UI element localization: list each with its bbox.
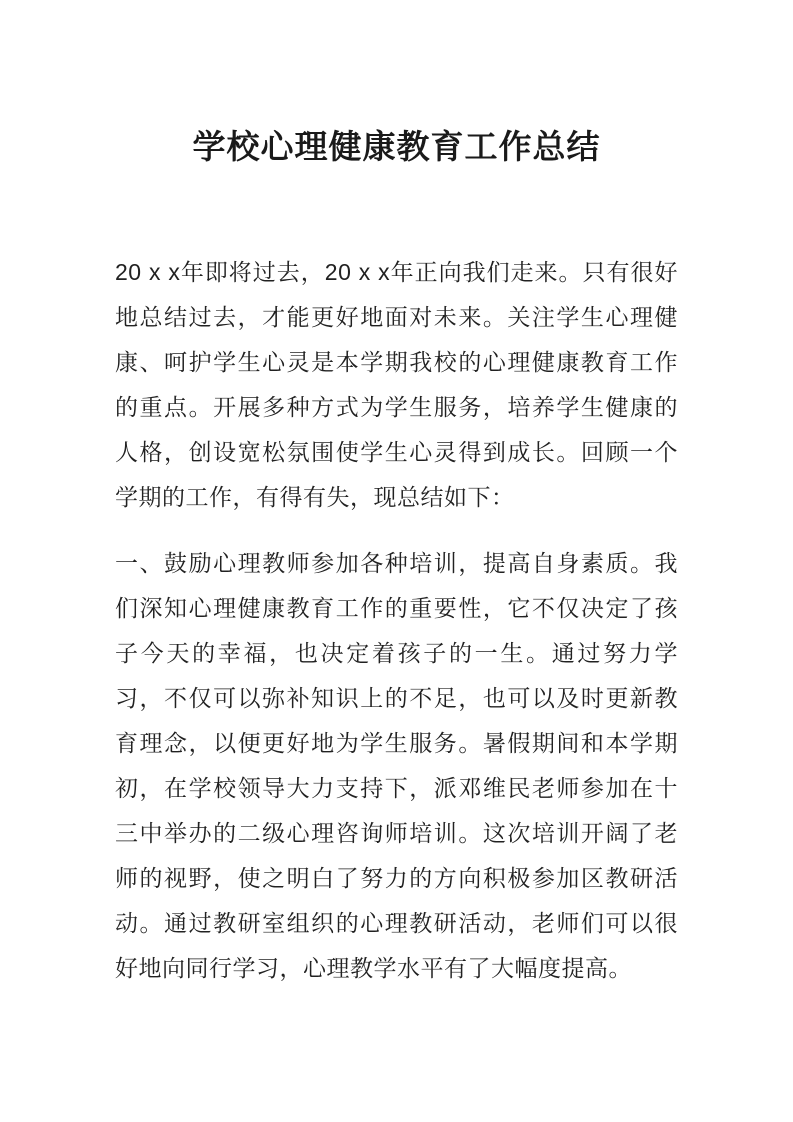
document-body [115, 250, 678, 991]
paragraph-intro: 20 x x年即将过去，20 x x年正向我们走来。只有很好地总结过去，才能更好地面对未来。关注学生心理健康、呵护学生心灵是本学期我校的心理健康教育工作的重点。开展多种方式为学生服务，培养学生健康的人格，创设宽松氛围使学生心灵得到成长。回顾一个学期的工作，有得有失，现总结如下： [115, 259, 678, 510]
paragraph-section-one: 一、鼓励心理教师参加各种培训，提高自身素质。我们深知心理健康教育工作的重要性，它不仅决定了孩子今天的幸福，也决定着孩子的一生。通过努力学习，不仅可以弥补知识上的不足，也可以及时更新教育理念，以便更好地为学生服务。暑假期间和本学期初，在学校领导大力支持下，派邓维民老师参加在十三中举办的二级心理咨询师培训。这次培训开阔了老师的视野，使之明白了努力的方向积极参加区教研活动。通过教研室组织的心理教研活动，老师们可以很好地向同行学习，心理教学水平有了大幅度提高。 [115, 550, 678, 981]
document-title: 学校心理健康教育工作总结 [192, 128, 601, 165]
